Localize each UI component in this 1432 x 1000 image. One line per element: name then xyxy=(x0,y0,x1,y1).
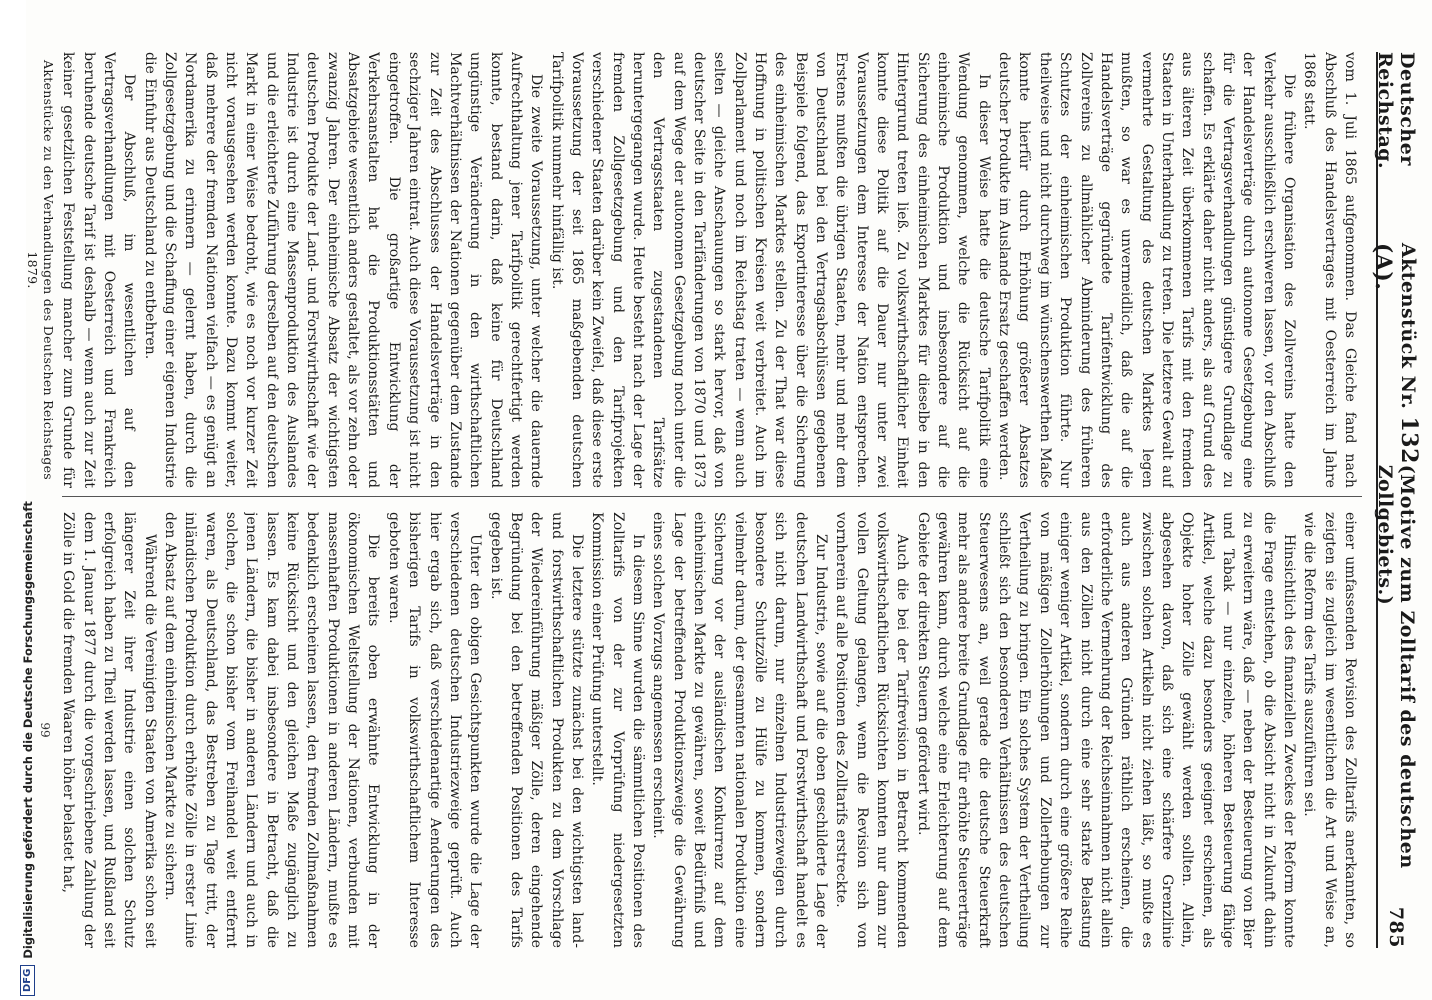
paragraph: Die frühere Organisation des Zollvereins hatte den Verkehr ausschließlich erschweren lassen, vor den Abschluß der Handelsverträge durch autonome Gesetzgebung eine für die Vertragsverhandlungen günstigere Grundlage zu schaffen. Es erklärte daher nicht anders, als auf Grund des aus älteren Zeit überkommenen Tarifs mit den fremden Staaten in Unterhandlung zu treten. Die letztere Gewalt auf vermehrte Gestaltung des deutschen Marktes legen mußten, so war es unvermeidlich, daß die auf die Handelsverträge gegründete Tarifentwicklung des Zollvereins zu allmählicher Abminderung des früheren Schutzes der einheimischen Produktion führte. Nur theilweise und nicht durchweg im wünschenswerthen Maße konnte hierfür durch Erhöhung größerer Absatzes deutscher Produkte im Auslande Ersatz geschaffen werden. xyxy=(996,52,1297,488)
paragraph: vom 1. Juli 1865 aufgenommen. Das Gleiche fand nach Abschluß des Handelsvertrages mit Oesterreich im Jahre 1868 statt. xyxy=(1301,52,1358,488)
paragraph: Die letztere stützte zunächst bei den wichtigsten land- und forstwirthschaftlichen Produkten zu dem Vorschlage der Wiedereinführung mäßiger Zölle, deren eingehende Begründung bei den betreffenden Positionen des Tarifs gegeben ist. xyxy=(487,512,585,948)
column-divider xyxy=(62,496,1362,497)
page-footnote: Aktenstücke zu den Verhandlungen des Deutschen Reichstages 1879. xyxy=(25,60,56,480)
paragraph: Der Abschluß, im wesentlichen auf den Vertragsverhandlungen mit Oesterreich und Frankreich beruhende deutsche Tarif ist deshalb — wenn auch zur Zeit keiner gesetzlichen Feststellung mancher zum Grunde für xyxy=(60,52,138,488)
paragraph: Die zweite Voraussetzung, unter welcher die dauernde Aufrechthaltung jener Tarifpolitik gerechtfertigt werden konnte, bestand darin, daß keine für Deutschland ungünstige Veränderung in den wirthschaftlichen Machtverhältnissen der Nationen gegenüber dem Zustande zur Zeit des Abschlusses der Handelsverträge in den sechziger Jahren eintrat. Auch diese Voraussetzung ist nicht eingetroffen. Die großartige Entwicklung der Verkehrsanstalten hat die Produktionsstätten und Absatzgebiete wesentlich anders gestaltet, als vor zehn oder zwanzig Jahren. Der einheimische Absatz der wichtigsten deutschen Produkte der Land- und Forstwirthschaft wie der Industrie ist durch eine Massenproduktion des Auslandes und die erleichterte Zuführung derselben auf den deutschen Markt in einer Weise bedroht, wie es noch vor kurzer Zeit nicht vorausgesehen werden konnte. Dazu kommt weiter, daß mehrere der fremden Nationen vielfach — es genügt an Nordamerika zu erinnern — gelernt haben, durch die Zollgesetzgebung und die Schaffung einer eigenen Industrie die Einfuhr aus Deutschland zu entbehren. xyxy=(141,52,545,488)
paragraph: Unter den obigen Gesichtspunkten wurde die Lage der verschiedenen deutschen Industriezweige geprüft. Auch hier ergab sich, daß verschiedenartige Aenderungen des bisherigen Tarifs in volkswirthschaftlichem Interesse geboten waren. xyxy=(385,512,484,948)
header-document-number xyxy=(1370,243,1422,465)
paragraph: Hinsichtlich des finanziellen Zweckes der Reform konnte die Frage entstehen, ob die Absicht nicht in Zukunft dahin zu erweitern wäre, daß — neben der Besteuerung von Bier und Tabak — nur einzelne, höheren Besteuerung fähige Artikel, welche dazu besonders geeignet erscheinen, als Objekte hoher Zölle gewählt werden sollten. Allein, abgesehen davon, daß sich eine schärfere Grenzlinie zwischen solchen Artikeln nicht ziehen läßt, so mußte es auch aus anderen Gründen räthlich erscheinen, die erforderliche Vermehrung der Reichseinnahmen nicht allein aus den Zöllen nicht durch eine sehr starke Belastung einiger weniger Artikel, sondern durch eine größere Reihe von mäßigen Zollerhöhungen und Zollerhebungen zur Vertheilung zu bringen. Ein solches System der Vertheilung schließt sich den besonderen Verhältnissen des deutschen Steuerwesens an, weil gerade die deutsche Steuerkraft mehr als andere breite Grundlage für erhöhte Steuererträge gewähren kann, durch welche eine Erleichterung auf dem Gebiete der direkten Steuern gefördert wird. xyxy=(914,512,1297,948)
header-document-prefix: Aktenstück Nr. xyxy=(1397,242,1419,410)
paragraph: Zur Industrie, sowie auf die oben geschilderte Lage der deutschen Landwirthschaft und Forstwirthschaft handelt es sich nicht darum, nur einzelnen Industriezweigen durch besondere Schutzzölle zu Hülfe zu kommen, sondern vielmehr darum, der gesammten nationalen Produktion eine Sicherung vor der ausländischen Konkurrenz auf dem einheimischen Markte zu gewähren, soweit Bedürfniß und Lage der betreffenden Produktionszweige die Gewährung eines solchen Vorzugs angemessen erscheint. xyxy=(650,512,830,948)
paragraph: Die bereits oben erwähnte Entwicklung in der ökonomischen Weltstellung der Nationen, verbunden mit massenhaften Produktionen in anderen Ländern, mußte es bedenklich erscheinen lassen, den fremden Zollmaßnahmen keine Rücksicht und den gleichen Maße zugänglich zu lassen. Es kam dabei insbesondere in Betracht, daß die jenen Ländern, die bisher in anderen Ländern und auch in solchen, die schon bisher vom Freihandel weit entfernt waren, als Deutschland, das Bestreben zu Tage tritt, der inländischen Produktion durch erhöhte Zölle in erster Linie den Absatz auf dem einheimischen Markte zu sichern. xyxy=(162,512,382,948)
folio-number: 99 xyxy=(38,722,52,738)
header-page-number: 785 xyxy=(1385,906,1407,948)
digitization-credit-text: Digitalisierung gefördert durch die Deutsche Forschungsgemeinschaft xyxy=(20,501,35,959)
dfg-logo-icon: DFG xyxy=(20,965,35,996)
right-text-column xyxy=(60,512,1360,948)
left-text-column xyxy=(60,52,1360,488)
paragraph: einer umfassenden Revision des Zolltarifs anerkannten, so zeigten sie zugleich im wesentlichen die Art und Weise an, wie die Reform des Tarifs auszuführen sei. xyxy=(1301,512,1358,948)
paragraph: Während die Vereinigten Staaten von Amerika schon seit längerer Zeit ihrer Industrie einen solchen Schutz erfolgreich haben zu Theil werden lassen, und Rußland seit dem 1. Januar 1877 durch die vorgeschriebene Zahlung der Zölle in Gold die fremden Waaren höher belastet hat, xyxy=(60,512,158,948)
header-document-id: 132 (A). xyxy=(1370,242,1422,464)
paragraph: Auch die bei der Tarifrevision in Betracht kommenden volkswirthschaftlichen Rücksichten konnten nur dann zur vollen Geltung gelangen, wenn die Revision sich von vornherein auf alle Positionen des Zolltarifs erstreckte. xyxy=(833,512,911,948)
page-header xyxy=(1370,52,1422,948)
paragraph: In diesem Sinne wurden die sämmtlichen Positionen des Zolltarifs von der zur Vorprüfung niedergesetzten Kommission einer Prüfung unterstellt. xyxy=(589,512,646,948)
header-reichstag: Deutscher Reichstag. xyxy=(1374,52,1418,170)
paragraph: In dieser Weise hatte die deutsche Tarifpolitik eine Wendung genommen, welche die Rücksicht auf die einheimische Produktion und insbesondere auf die Sicherung des einheimischen Marktes für dieselbe in den Hintergrund treten ließ. Zu volkswirthschaftlicher Einheit konnte diese Politik auf die Dauer nur unter zwei Voraussetzungen dem Interesse der Nation entsprechen. Erstens mußten die übrigen Staaten, mehr und mehr dem von Deutschland bei den Vertragsabschlüssen gegebenen Beispiele folgend, das Exportinteresse über die Sicherung des einheimischen Marktes stellen. Zu der That war diese Hoffnung in politischen Kreisen weit verbreitet. Auch im Zollparlament und noch im Reichstag traten — wenn auch selten — gleiche Anschauungen so stark hervor, daß von deutscher Seite in den Tarifänderungen von 1870 und 1873 auf dem Wege der autonomen Gesetzgebung noch unter die den Vertragsstaaten zugestandenen Tarifsätze heruntergegangen wurde. Heute besteht nach der Lage der fremden Zollgesetzgebung und den Tarifprojekten verschiedener Staaten darüber kein Zweifel, daß diese erste Voraussetzung der seit 1865 maßgebenden deutschen Tarifpolitik nunmehr hinfällig ist. xyxy=(548,52,992,488)
header-title: (Motive zum Zolltarif des deutschen Zollgebiets.) xyxy=(1374,464,1418,869)
